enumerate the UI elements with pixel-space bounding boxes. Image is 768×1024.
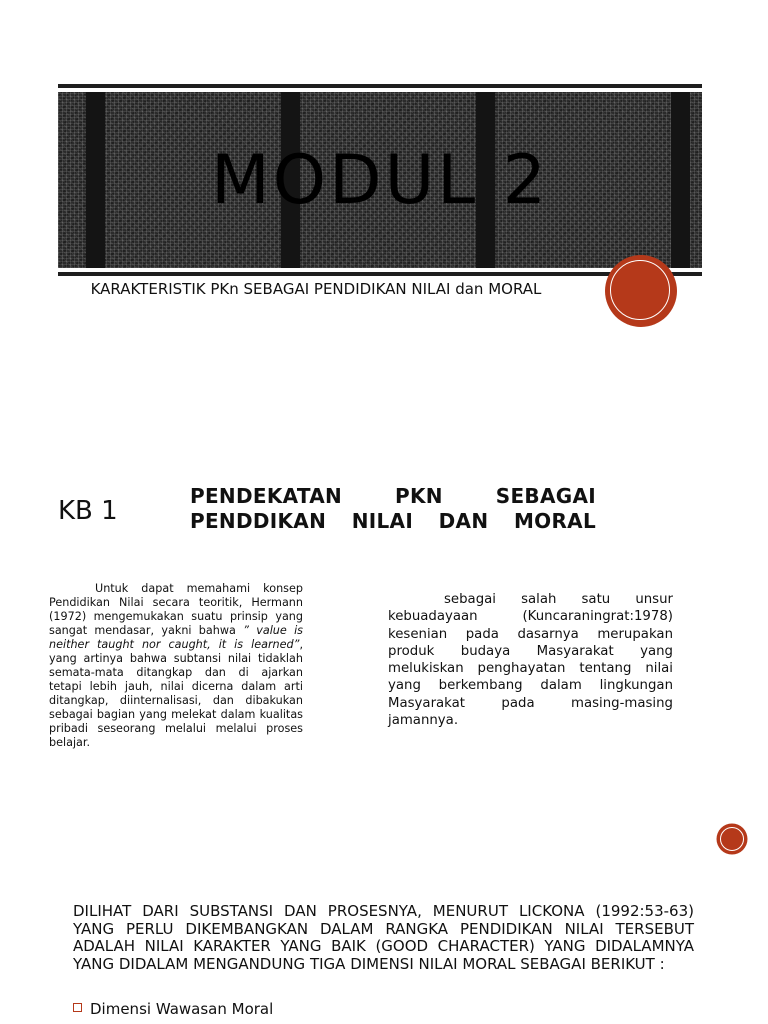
left-text-part2: , yang artinya bahwa subtansi nilai tidaklah semata-mata ditangkap dan di ajarkan tetapi lebih jauh, nilai dicerna dalam arti ditangkap, diinternalisasi, dan dibakukan sebagai bagian yang melekat dalam kualitas pribadi seseorang melalui melalui proses belajar. (49, 638, 303, 749)
title-banner (58, 92, 702, 268)
decorative-small-circle (718, 825, 746, 853)
lickona-paragraph: DILIHAT DARI SUBSTANSI DAN PROSESNYA, MENURUT LICKONA (1992:53-63) YANG PERLU DIKEMBANGKAN DALAM RANGKA PENDIDIKAN NILAI TERSEBUT ADALAH NILAI KARAKTER YANG BAIK (GOOD CHARACTER) YANG DIDALAMNYA YANG DIDALAM MENGANDUNG TIGA DIMENSI NILAI MORAL SEBAGAI BERIKUT : (73, 902, 694, 973)
right-text: sebagai salah satu unsur kebuadayaan (Kuncaraningrat:1978) kesenian pada dasarnya merupakan produk budaya Masyarakat yang melukiskan penghayatan tentang nilai yang berkembang dalam lingkungan Masyarakat pada masing-masing jamannya. (388, 592, 673, 729)
slide-title: MODUL 2 (210, 140, 550, 220)
bullet-item (73, 1000, 273, 1018)
left-text-part1: Untuk dapat memahami konsep Pendidikan Nilai secara teoritik, Hermann (1972) mengemukakan suatu prinsip yang sangat mendasar, yakni bahwa (49, 582, 303, 637)
decorative-circle (607, 257, 675, 325)
kb-label: KB 1 (58, 496, 118, 526)
right-column-text (388, 591, 673, 729)
bullet-label: Dimensi Wawasan Moral (90, 1000, 274, 1018)
lickona-slide (0, 860, 768, 1024)
title-slide (0, 0, 768, 430)
banner-bottom-rule (58, 272, 702, 276)
banner-top-rule (58, 84, 702, 88)
square-bullet-icon (73, 1003, 82, 1012)
kb-heading: PENDEKATAN PKN SEBAGAI PENDDIKAN NILAI DAN MORAL (190, 484, 596, 533)
left-column-text (49, 582, 303, 750)
left-text-quote: ” value is neither taught nor caught, it is learned” (49, 624, 304, 651)
kb1-slide (0, 440, 768, 860)
slide-subtitle: KARAKTERISTIK PKn SEBAGAI PENDIDIKAN NILAI dan MORAL (90, 280, 542, 298)
